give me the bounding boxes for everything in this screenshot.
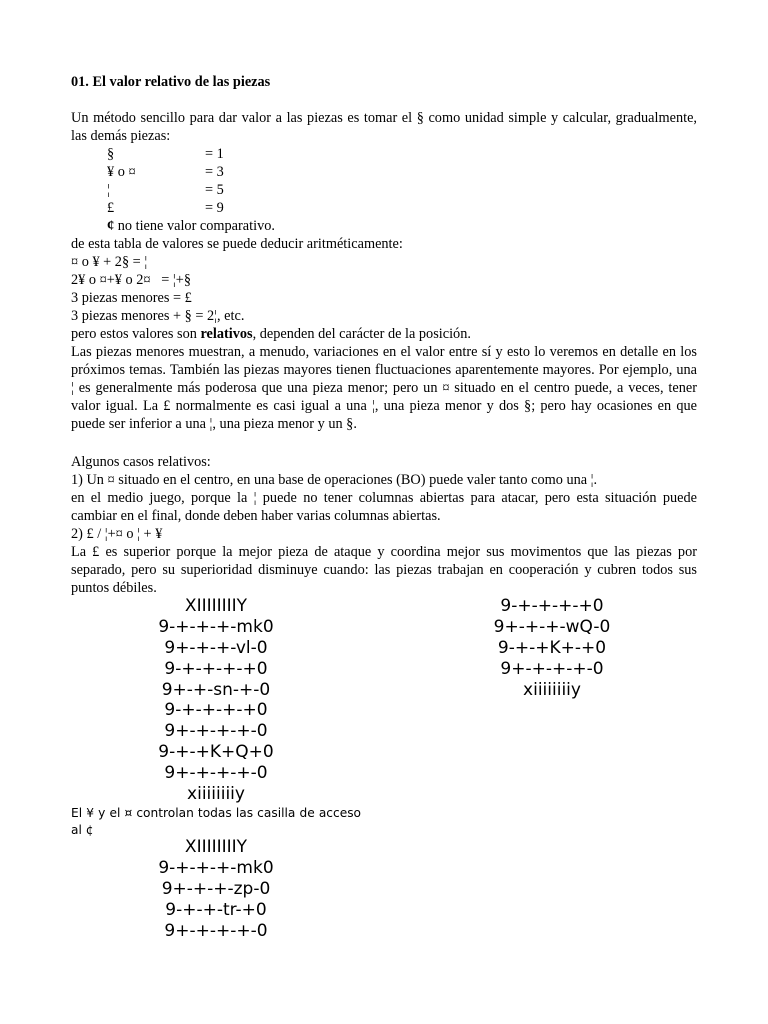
case-2-text: La £ es superior porque la mejor pieza de ataque y coordina mejor sus movimentos que las piezas por separado, pero su superioridad disminuye cuando: las piezas trabajan en cooperación y cubren todos sus puntos débiles. xyxy=(71,544,697,596)
diagram-row: 9+-+-+-+-0 xyxy=(164,763,268,784)
diagram-row: 9+-+-+-wQ-0 xyxy=(493,616,611,637)
equation-1: ¤ o ¥ + 2§ = ¦ xyxy=(71,254,148,270)
case-1-continuation: en el medio juego, porque la ¦ puede no tener columnas abiertas para atacar, pero esta situación puede cambiar en el final, donde deben haber varias columnas abiertas. xyxy=(71,490,697,524)
diagram-row: 9-+-+K+Q+0 xyxy=(158,742,274,763)
deduce-line: de esta tabla de valores se puede deducir aritméticamente: xyxy=(71,236,403,252)
piece-value: = 3 xyxy=(205,164,224,180)
equation-4: 3 piezas menores + § = 2¦, etc. xyxy=(71,308,245,324)
diagram-row: 9-+-+-+-mk0 xyxy=(158,616,274,637)
cases-heading: Algunos casos relativos: xyxy=(71,454,211,470)
chess-diagram-2 xyxy=(486,596,618,700)
piece-value: = 9 xyxy=(205,200,224,216)
diagram-row: 9-+-+-+-+0 xyxy=(164,700,268,721)
diagram-row: 9-+-+-+-mk0 xyxy=(158,857,274,878)
piece-symbol: ¥ o ¤ xyxy=(107,164,136,180)
diagram-row: 9+-+-+-zp-0 xyxy=(161,878,271,899)
chess-diagram-3 xyxy=(150,837,282,941)
relativos-bold: relativos xyxy=(200,326,253,342)
relativos-post: , dependen del carácter de la posición. xyxy=(252,326,471,342)
king-line-text: no tiene valor comparativo. xyxy=(114,218,275,234)
values-table xyxy=(71,145,697,433)
diagram-row: 9+-+-sn-+-0 xyxy=(161,679,271,700)
diagram-row: 9+-+-+-+-0 xyxy=(164,920,268,941)
piece-symbol: § xyxy=(107,146,115,162)
chess-diagram-1 xyxy=(150,596,282,805)
diagram-row: 9-+-+K+-+0 xyxy=(497,637,607,658)
piece-value: = 1 xyxy=(205,146,224,162)
piece-symbol: £ xyxy=(107,200,115,216)
diagram-row: xiiiiiiiiy xyxy=(187,784,245,805)
piece-symbol: ¦ xyxy=(107,182,110,198)
case-2: 2) £ / ¦+¤ o ¦ + ¥ xyxy=(71,526,163,542)
diagram-row: XIIIIIIIIY xyxy=(184,837,248,857)
document-title: 01. El valor relativo de las piezas xyxy=(71,74,271,90)
values-row xyxy=(71,163,697,181)
paragraph-2: Las piezas menores muestran, a menudo, variaciones en el valor entre sí y esto lo veremos en detalle en los próximos temas. También las piezas mayores tienen fluctuaciones aparentemente mayores. Por ejemplo, una ¦ es generalmente más poderosa que una pieza menor; pero un ¤ situado en el centro puede, a veces, tener valor igual. La £ normalmente es casi igual a una ¦, una pieza menor y dos §; pero hay ocasiones en que puede ser inferior a una ¦, una pieza menor y un §. xyxy=(71,344,697,432)
equation-2: 2¥ o ¤+¥ o 2¤ = ¦+§ xyxy=(71,272,191,288)
king-line xyxy=(71,217,697,235)
values-row xyxy=(71,199,697,217)
diagram-row: 9-+-+-+-+0 xyxy=(500,596,604,616)
relativos-pre: pero estos valores son xyxy=(71,326,201,342)
equation-3: 3 piezas menores = £ xyxy=(71,290,192,306)
diagram-row: 9-+-+-+-+0 xyxy=(164,658,268,679)
diagram-row: 9+-+-+-+-0 xyxy=(500,658,604,679)
king-symbol: ¢ xyxy=(107,218,115,234)
diagram-row: XIIIIIIIIY xyxy=(184,596,248,616)
values-row xyxy=(71,145,697,163)
intro-paragraph: Un método sencillo para dar valor a las piezas es tomar el § como unidad simple y calcular, gradualmente, las demás piezas: xyxy=(71,110,697,144)
diagram-row: 9+-+-+-vl-0 xyxy=(164,637,268,658)
diagram-row: 9-+-+-tr-+0 xyxy=(165,899,267,920)
diagram-caption: El ¥ y el ¤ controlan todas las casilla de acceso al ¢ xyxy=(71,806,361,837)
piece-value: = 5 xyxy=(205,182,224,198)
diagram-row: 9+-+-+-+-0 xyxy=(164,721,268,742)
diagram-row: xiiiiiiiiy xyxy=(523,679,581,700)
values-row xyxy=(71,181,697,199)
case-1: 1) Un ¤ situado en el centro, en una base de operaciones (BO) puede valer tanto como una ¦. xyxy=(71,472,598,488)
relativos-line xyxy=(71,325,697,343)
cases-section xyxy=(71,453,697,597)
